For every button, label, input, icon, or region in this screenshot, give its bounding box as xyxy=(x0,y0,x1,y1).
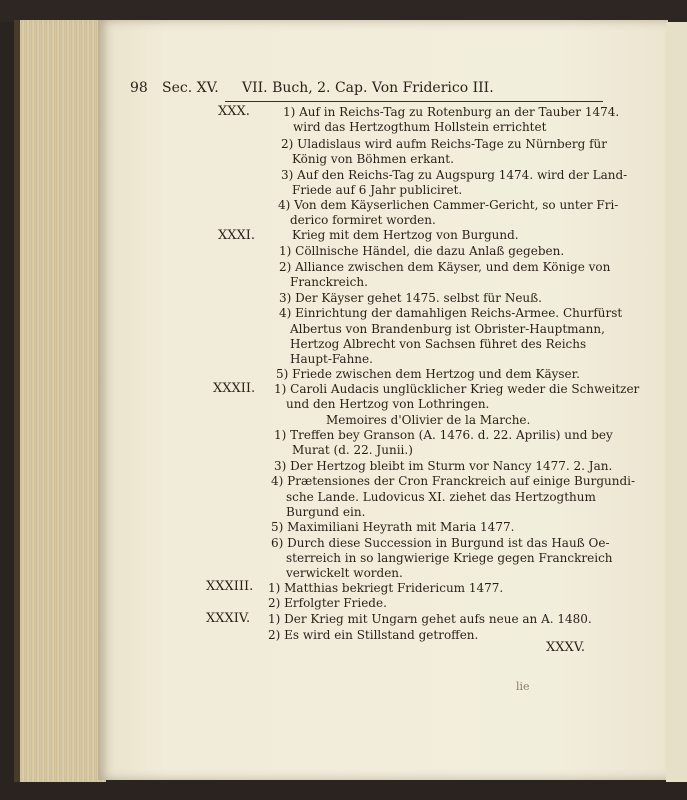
summary-line: Murat (d. 22. Junii.) xyxy=(292,443,413,457)
summary-line: 1) Cöllnische Händel, die dazu Anlaß gegeben. xyxy=(279,244,565,258)
summary-line: 1) Matthias bekriegt Fridericum 1477. xyxy=(268,581,504,595)
summary-line: 5) Friede zwischen dem Hertzog und dem Käyser. xyxy=(276,367,580,381)
summary-line: 3) Der Käyser gehet 1475. selbst für Neuß. xyxy=(279,291,542,305)
summary-line: 4) Einrichtung der damahligen Reichs-Armee. Churfürst xyxy=(279,306,623,320)
summary-line: 5) Maximiliani Heyrath mit Maria 1477. xyxy=(271,520,515,534)
source-reference: Memoires d'Olivier de la Marche. xyxy=(326,413,531,427)
summary-line: wird das Hertzogthum Hollstein errichtet xyxy=(293,120,547,134)
summary-line: 2) Uladislaus wird aufm Reichs-Tage zu Nürnberg für xyxy=(281,137,607,151)
section-numeral: XXXII. xyxy=(213,381,256,396)
summary-line: verwickelt worden. xyxy=(286,566,403,580)
section-label: Sec. XV. xyxy=(162,80,219,96)
running-title: VII. Buch, 2. Cap. Von Friderico III. xyxy=(242,80,494,96)
summary-line: und den Hertzog von Lothringen. xyxy=(286,397,490,411)
summary-line: Haupt-Fahne. xyxy=(290,352,373,366)
summary-line: Franckreich. xyxy=(290,275,368,289)
summary-line: Burgund ein. xyxy=(286,505,366,519)
summary-line: 1) Caroli Audacis unglücklicher Krieg weder die Schweitzer xyxy=(274,382,640,396)
summary-line: 2) Alliance zwischen dem Käyser, und dem Könige von xyxy=(279,260,611,274)
section-heading: Krieg mit dem Hertzog von Burgund. xyxy=(292,228,519,242)
summary-line: Friede auf 6 Jahr publiciret. xyxy=(292,183,463,197)
summary-line: 1) Auf in Reichs-Tag zu Rotenburg an der Tauber 1474. xyxy=(283,105,620,119)
catchword: XXXV. xyxy=(546,640,586,655)
summary-line: 1) Der Krieg mit Ungarn gehet aufs neue an A. 1480. xyxy=(268,612,592,626)
page-number: 98 xyxy=(130,80,148,96)
summary-line: Hertzog Albrecht von Sachsen führet des Reichs xyxy=(290,337,587,351)
opposite-page-edge xyxy=(666,22,687,782)
section-numeral: XXXI. xyxy=(218,228,256,243)
summary-line: König von Böhmen erkant. xyxy=(292,152,454,166)
cover-board-top xyxy=(0,0,687,22)
summary-line: sterreich in so langwierige Kriege gegen Franckreich xyxy=(286,551,613,565)
summary-line: 3) Auf den Reichs-Tag zu Augspurg 1474. wird der Land- xyxy=(281,168,628,182)
summary-line: derico formiret worden. xyxy=(290,213,436,227)
running-header xyxy=(130,78,600,100)
summary-line: 4) Von dem Käyserlichen Cammer-Gericht, so unter Fri- xyxy=(278,198,619,212)
section-numeral: XXXIV. xyxy=(206,611,251,626)
page-block-edge xyxy=(14,20,106,782)
cover-board-bottom xyxy=(0,782,687,800)
header-rule xyxy=(225,101,603,102)
summary-line: 3) Der Hertzog bleibt im Sturm vor Nancy 1477. 2. Jan. xyxy=(274,459,613,473)
summary-line: 2) Erfolgter Friede. xyxy=(268,596,387,610)
section-numeral: XXXIII. xyxy=(206,579,254,594)
section-numeral: XXX. xyxy=(218,104,250,119)
summary-line: Albertus von Brandenburg ist Obrister-Hauptmann, xyxy=(290,322,605,336)
summary-line: 2) Es wird ein Stillstand getroffen. xyxy=(268,628,479,642)
summary-line: 6) Durch diese Succession in Burgund ist das Hauß Oe- xyxy=(271,536,610,550)
summary-line: 4) Prætensiones der Cron Franckreich auf einige Burgundi- xyxy=(271,474,636,488)
summary-line: sche Lande. Ludovicus XI. ziehet das Hertzogthum xyxy=(286,490,596,504)
page-mark: lie xyxy=(516,680,530,693)
summary-line: 1) Treffen bey Granson (A. 1476. d. 22. Aprilis) und bey xyxy=(274,428,613,442)
